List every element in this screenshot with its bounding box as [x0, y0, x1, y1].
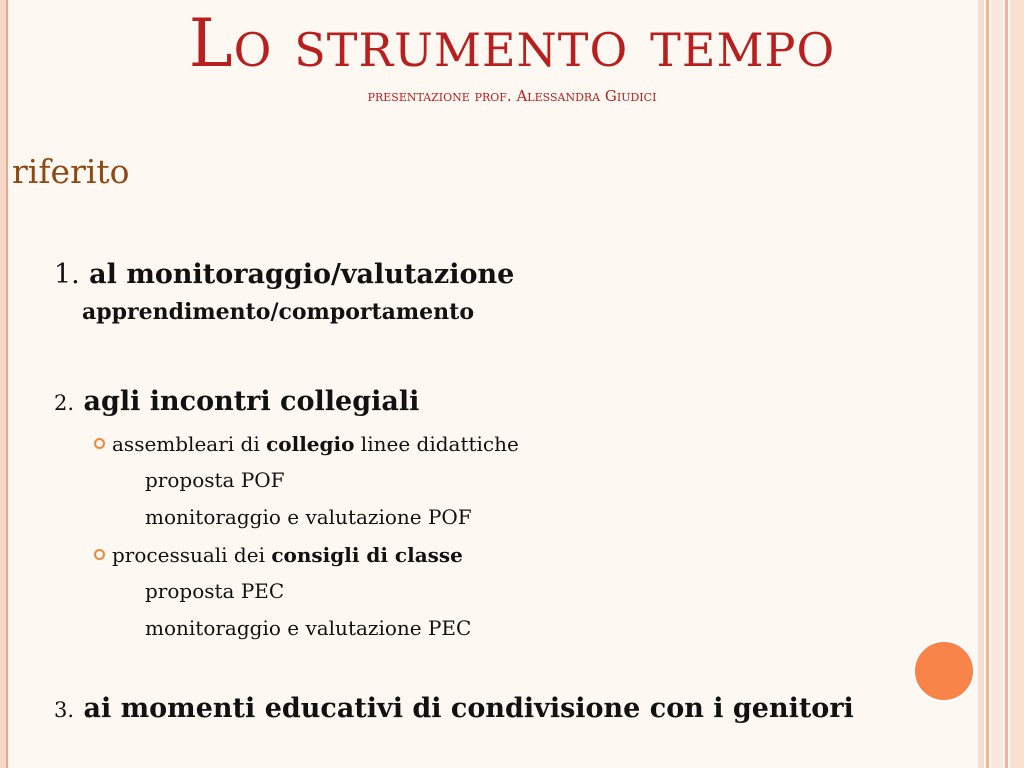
list-item-1 [54, 258, 514, 292]
bullet-consigli [94, 542, 463, 568]
bullet-collegio [94, 431, 519, 457]
list-item-text: ai momenti educativi di condivisione con i genitori [83, 693, 854, 724]
list-item-number: 1. [54, 259, 80, 290]
list-item-text: agli incontri collegiali [83, 386, 420, 417]
right-stripes-decoration [978, 0, 1024, 768]
list-item-text: al monitoraggio/valutazione [89, 259, 515, 290]
bullet-text-post: linee didattiche [354, 432, 519, 456]
slide-title: Lo strumento tempo [188, 5, 836, 82]
sub-item: monitoraggio e valutazione PEC [145, 616, 472, 640]
left-border-decoration [0, 0, 8, 768]
sub-item: proposta PEC [145, 579, 285, 603]
bullet-text-pre: assembleari di [112, 432, 267, 456]
sub-item: monitoraggio e valutazione POF [145, 505, 472, 529]
hollow-circle-bullet-icon [94, 438, 105, 449]
hollow-circle-bullet-icon [94, 549, 105, 560]
list-item-3 [54, 692, 854, 727]
bullet-text-pre: processuali dei [112, 543, 272, 567]
list-item-number: 3. [54, 698, 75, 722]
sub-item: proposta POF [145, 468, 285, 492]
section-heading: riferito [12, 152, 130, 191]
list-item-1-line2: apprendimento/comportamento [82, 299, 475, 325]
list-item-number: 2. [54, 391, 75, 415]
list-item-2 [54, 385, 419, 420]
bullet-text-bold: consigli di classe [271, 543, 463, 567]
bullet-text-bold: collegio [266, 432, 355, 456]
orange-circle-decoration [913, 640, 975, 702]
slide-subtitle: presentazione prof. Alessandra Giudici [367, 87, 657, 105]
